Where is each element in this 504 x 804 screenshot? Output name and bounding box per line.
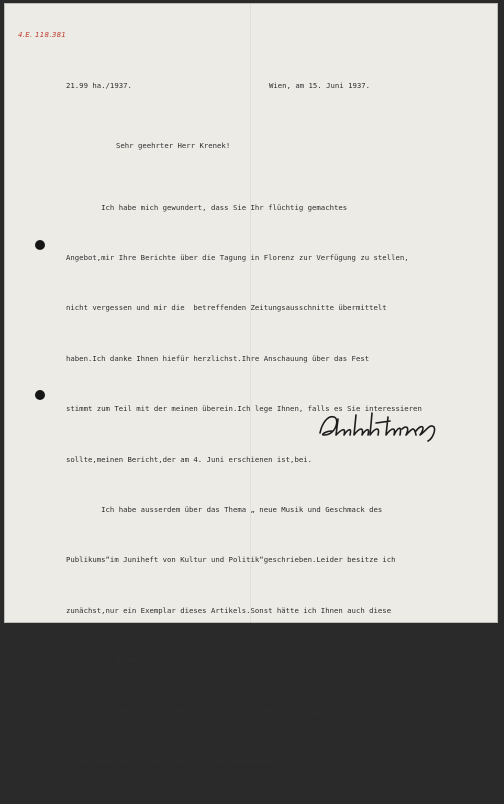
punch-hole <box>35 240 45 250</box>
archive-number: 4.E. 118.381 <box>18 31 67 39</box>
salutation: Sehr geehrter Herr Krenek! <box>116 141 231 150</box>
body-line: Ich habe ausserdem über das Thema „ neue Musik und Geschmack des <box>66 504 383 514</box>
body-line: Ich begrüsse Sie herzlichst,wünsche Ihnen Glück auf Ihrer Reise <box>66 706 378 716</box>
body-line: Ausführung übermittelt. <box>66 656 168 666</box>
reference-number: 21.99 ha./1937. <box>66 81 132 90</box>
letter-page <box>4 3 498 766</box>
body-line: zunächst,nur ein Exemplar dieses Artikels.Sonst hätte ich Ihnen auch diese <box>66 605 392 615</box>
body-line: Angebot,mir Ihre Berichte über die Tagung in Florenz zur Verfügung zu stellen, <box>66 252 409 262</box>
handwritten-signature <box>316 405 456 445</box>
letter-body <box>66 166 422 804</box>
body-line: Ich habe mich gewundert, dass Sie Ihr flüchtig gemachtes <box>66 202 348 212</box>
punch-hole <box>35 390 45 400</box>
body-line: Publikums“im Juniheft von Kultur und Politik“geschrieben.Leider besitze ich <box>66 555 396 565</box>
body-line: nicht vergessen und mir die betreffenden Zeitungsausschnitte übermittelt <box>66 303 387 313</box>
place-date: Wien, am 15. Juni 1937. <box>269 81 371 90</box>
body-line: sollte,meinen Bericht,der am 4. Juni erschienen ist,bei. <box>66 454 313 464</box>
body-line: in die„neue Welt“ und bleibe Ihr sehr ergebener <box>66 756 273 766</box>
body-line: haben.Ich danke Ihnen hiefür herzlichst.Ihre Anschauung über das Fest <box>66 353 370 363</box>
body-line: stimmt zum Teil mit der meinen überein.Ich lege Ihnen, falls es Sie interessieren <box>66 404 422 414</box>
